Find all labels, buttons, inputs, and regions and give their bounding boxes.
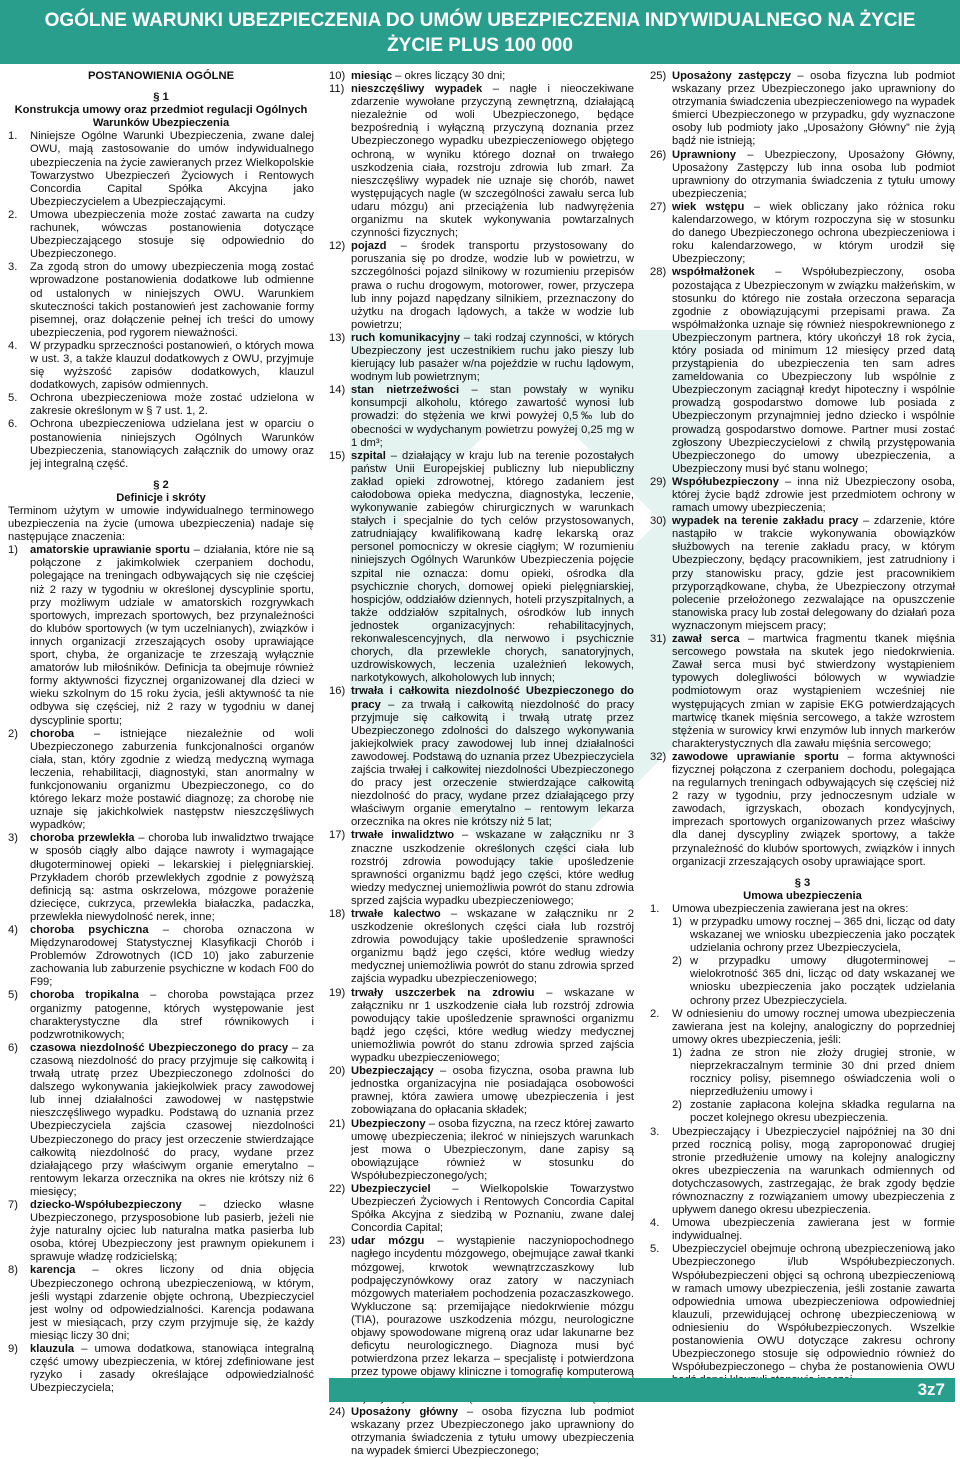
definition-item (329, 829, 634, 908)
definition-text (351, 384, 634, 449)
definition-body: – choroba lub inwalidztwo trwające w sposób ciągły albo dające nawroty i wymagające długoterminowej opieki – lekarskiej i pielęgniarskiej. Przykładem chorób przewlekłych zgodnie z powyższą definicją są: astma oskrzelowa, mózgowe porażenie dziecięce, cukrzyca, przewlekła białaczka, padaczka, przewlekła niewydolność nerek, inne; (30, 832, 314, 923)
definition-item (650, 149, 955, 201)
definition-body: – środek transportu przystosowany do poruszania się po drodze, wodzie lub w powietrzu, w szczególności pojazd silnikowy w rozumieniu przepisów prawa o ruchu drogowym, motorower, rower, przyczepa lub inny pojazd napędzany silnikiem, przeznaczony do użytku na drogach lądowych, a także w wodzie lub powietrzu; (351, 240, 634, 331)
definition-body: – Wielkopolskie Towarzystwo Ubezpieczeń Życiowych i Rentowych Concordia Capital Spółka Akcyjna z siedzibą w Poznaniu, zwane dalej Concordia Capital; (351, 1182, 634, 1235)
page-number: 3z7 (917, 1380, 945, 1399)
item-number: 1. (650, 902, 660, 915)
defined-term: Ubezpieczony (351, 1117, 426, 1130)
item-number: 8) (8, 1264, 18, 1277)
item-text: Umowa ubezpieczenia zawierana jest na okres: (672, 902, 909, 915)
defined-term: stan nietrzeźwości (351, 384, 460, 397)
item-text: Ochrona ubezpieczeniowa udzielana jest w oparciu o postanowienia niniejszych Ogólnych Warunków Ubezpieczenia, stanowiących załącznik do umowy oraz jej integralną część. (30, 418, 314, 470)
definition-item (8, 544, 314, 727)
item-text: Niniejsze Ogólne Warunki Ubezpieczenia, zwane dalej OWU, mają zastosowanie do umów indywidualnego ubezpieczenia na życie zawieranych przez Wielkopolskie Towarzystwo Ubezpieczeń Życiowych i Rentowych Concordia Capital Spółka Akcyjna jako Ubezpieczycielem a Ubezpieczającymi. (30, 130, 314, 208)
list-item (650, 1217, 955, 1243)
item-number: 5. (8, 392, 18, 405)
definition-item (329, 1118, 634, 1183)
definition-body: – za trwałą i całkowitą niezdolność do pracy przyjmuje się całkowitą i trwałą utratę przez Ubezpieczonego zdolności do dalszego wykonywania jakiejkolwiek pracy zawodowej lub innej działalności zawodowej. Podstawą do uznania przez Ubezpieczyciela zajścia trwałej i całkowitej niezdolności Ubezpieczonego do pracy jest orzeczenie stwierdzające całkowitą niezdolność do pracy, wydane przez działającego przy właściwym organie emerytalno – rentowym lekarza orzecznika na okres nie krótszy niż 5 lat; (351, 698, 634, 829)
item-number: 32) (650, 750, 667, 763)
definition-body: – zdarzenie, które nastąpiło w trakcie wykonywania obowiązków służbowych na terenie zakładu pracy, w którym Ubezpieczony, będący pracownikiem, jest zatrudniony i przy stanowisku pracy, gdzie jest pracownikiem przyporządkowane, chyba, że Ubezpieczony otrzymał polecenie przełożonego zezwalające na opuszczenie stanowiska pracy lub został delegowany do działań poza wyznaczonym miejscem pracy; (672, 515, 955, 632)
definition-text (30, 989, 314, 1041)
definition-text (672, 149, 955, 201)
definition-body: – osoba fizyczna lub podmiot wskazany przez Ubezpieczonego jako uprawniony do otrzymania świadczenia ubezpieczeniowego na wypadek śmierci Ubezpieczonego w przypadku, gdy wyznaczone osoby lub podmioty jako „Uposażony Główny” nie żyją bądź nie istnieją; (672, 70, 955, 148)
defined-term: udar mózgu (351, 1235, 425, 1248)
sub-item-number: 2) (672, 955, 682, 968)
item-text: Za zgodą stron do umowy ubezpieczenia mogą zostać wprowadzone postanowienia dodatkowe lub odmienne od ustalonych w niniejszych OWU. Warunkiem skuteczności takich postanowień jest zachowanie formy pisemnej, oraz dołączenie pełnej ich treści do umowy ubezpieczenia, pod rygorem nieważności. (30, 261, 314, 339)
definition-text (351, 450, 634, 686)
definition-item (329, 1065, 634, 1117)
document-title-line2: ŻYCIE PLUS 100 000 (387, 35, 573, 56)
definition-item (8, 1199, 314, 1264)
definition-body: – forma aktywności fizycznej połączona z czerpaniem dochodu, polegająca na regularnych treningach odbywających się częściej niż 2 razy w tygodniu, przy jednoczesnym udziale w zawodach, igrzyskach, obozach kondycyjnych, imprezach sportowych organizowanych przez właściwy dla danej dyscypliny związek sportowy, a także przynależność do klubów sportowych, związków i innych organizacji zrzeszających osoby uprawiające sport. (672, 750, 956, 868)
item-number: 12) (329, 240, 346, 253)
definition-item (650, 515, 955, 633)
defined-term: dziecko-Współubezpieczony (30, 1198, 182, 1211)
sub-item (650, 1099, 955, 1125)
item-number: 24) (329, 1405, 346, 1418)
definition-text (351, 829, 634, 908)
defined-term: Uprawniony (672, 148, 737, 161)
item-text: W odniesieniu do umowy rocznej umowa ubezpieczenia zawierana jest na kolejny, analogiczny do poprzedniej umowy okres ubezpieczenia, jeśli: (672, 1007, 955, 1046)
definition-text (30, 832, 314, 924)
definition-item (650, 70, 955, 149)
item-number: 25) (650, 70, 667, 82)
definition-text (672, 633, 955, 751)
paragraph-3-title: Umowa ubezpieczenia (743, 889, 862, 902)
item-number: 2. (8, 208, 18, 221)
definition-item (329, 384, 634, 449)
paragraph-2-label: § 2 (153, 478, 169, 491)
definition-item (8, 832, 314, 924)
sub-item (650, 916, 955, 955)
list-item (8, 392, 314, 418)
item-number: 22) (329, 1182, 346, 1195)
list-item (8, 418, 314, 470)
definition-body: – wiek obliczany jako różnica roku kalendarzowego, w którym rozpoczyna się w stosunku do danego Ubezpieczonego ochrona ubezpieczeniowa i roku kalendarzowego, w którym urodził się Ubezpieczony; (672, 200, 955, 266)
definition-item (329, 240, 634, 332)
item-number: 27) (650, 200, 667, 213)
definition-item (650, 751, 955, 869)
item-number: 26) (650, 148, 667, 161)
definition-item (329, 450, 634, 686)
item-text: Ubezpieczający i Ubezpieczyciel najpóźniej na 30 dni przed rocznicą polisy, mogą zaproponować drugiej stronie przedłużenie umowy na kolejny analogiczny okres ubezpieczenia na warunkach odmiennych od dotychczasowych, zastrzegając, że brak zgody będzie równoznaczny z rozwiązaniem umowy ubezpieczenia z upływem danego okresu ubezpieczenia. (672, 1125, 955, 1217)
item-number: 9) (8, 1343, 18, 1355)
definition-text (672, 476, 955, 515)
defined-term: Ubezpieczający (351, 1065, 434, 1078)
definition-body: – osoba fizyczna, osoba prawna lub jednostka organizacyjna nie posiadająca osobowości prawnej, która zawiera umowę ubezpieczenia i jest zobowiązana do opłacania składek; (351, 1065, 634, 1117)
definition-body: – Współubezpieczony, osoba pozostająca z Ubezpieczonym w związku małżeńskim, w stosunku do którego nie została orzeczona separacja zgodnie z obowiązującymi przepisami prawa. Za współmałżonka uznaje się również niespokrewnionego z Ubezpieczonym partnera, który ukończył 18 rok życia, który posiada od minimum 12 miesięcy przed datą przystąpienia do ubezpieczenia ten sam adres zameldowania co Ubezpieczony lub wspólnie z Ubezpieczonym zaciągnął kredyt hipoteczny i wspólnie prowadzą gospodarstwo domowe lub posiada z Ubezpieczonym przynajmniej jedno dziecko i wspólnie prowadzą gospodarstwo domowe. Partner musi zostać zgłoszony Ubezpieczycielowi z chwilą przystępowania Ubezpieczonego do umowy ubezpieczenia, a Ubezpieczony musi być stanu wolnego; (672, 266, 955, 475)
item-number: 15) (329, 449, 346, 462)
definition-body: – choroba oznaczona w Międzynarodowej Statystycznej Klasyfikacji Chorób i Problemów Zdrowotnych (ICD 10) jako zaburzenie zachowania lub zaburzenie psychiczne w kodach F00 do F99; (30, 924, 314, 989)
item-number: 31) (650, 633, 667, 646)
definition-text (351, 1118, 634, 1183)
definition-body: – wskazane w załączniku nr 3 znaczne uszkodzenie określonych części ciała lub rozstrój zdrowia powodujący takie upośledzenie sprawności organizmu bądź jego części, które według wiedzy medycznej uniemożliwia powrót do stanu zdrowia sprzed zajścia wypadku ubezpieczeniowego; (351, 829, 634, 907)
definition-body: – inna niż Ubezpieczony osoba, której życie bądź zdrowie jest przedmiotem ochrony w ramach umowy ubezpieczenia; (672, 475, 955, 515)
defined-term: trwałe kalectwo (351, 908, 441, 920)
item-number: 1) (8, 544, 18, 557)
definition-text (672, 201, 955, 266)
definition-text (351, 70, 634, 83)
paragraph-1-title: Konstrukcja umowy oraz przedmiot regulacji Ogólnych Warunków Ubezpieczenia (14, 104, 308, 130)
definition-text (672, 751, 955, 869)
definition-body: – działający w kraju lub na terenie pozostałych państw Unii Europejskiej publiczny lub niepubliczny zakład opieki zdrowotnej, którego zadaniem jest całodobowa opieka medyczna, diagnostyka, leczenie, wykonywanie zabiegów chirurgicznych w warunkach stałych i specjalnie do tych celów przystosowanych, zatrudniający kwalifikowaną kadrę lekarską oraz personel pomocniczy w okresie ciągłym; W rozumieniu niniejszych Ogólnych Warunków Ubezpieczenia pojęcie szpital nie oznacza: domu opieki, ośrodka dla psychicznie chorych, domowej opieki pielęgniarskiej, hospicjów, oddziałów dziennych, hoteli przyszpitalnych, a także oddziałów szpitalnych, ośrodków lub innych jednostek organizacyjnych: rehabilitacyjnych, rekonwalescencyjnych, dla nerwowo i psychicznie chorych, dla przewlekle chorych, sanatoryjnych, uzdrowiskowych, leczenia uzależnień lekowych, narkotykowych, alkoholowych lub innych; (351, 449, 634, 685)
item-number: 21) (329, 1117, 346, 1130)
definition-body: – Ubezpieczony, Uposażony Główny, Uposażony Zastępczy lub inna osoba lub podmiot uprawniony do otrzymania świadczenia z tytułu umowy ubezpieczenia; (672, 148, 955, 200)
item-number: 10) (329, 70, 346, 82)
definition-body: – działania, które nie są połączone z jakimkolwiek czerpaniem dochodu, polegające na treningach odbywających się nie częściej niż 2 razy w tygodniu w określonej dyscyplinie sportu, przy możliwym udziale w amatorskich rozgrywkach sportowych, imprezach sportowych, bez przynależności do klubów sportowych (w tym uczelnianych), związków i innych organizacji zrzeszających osoby uprawiające sport, chyba, że organizacje te zrzeszają wyłącznie amatorów lub miłośników. Definicja ta obejmuje również formy aktywności fizycznej organizowanej dla dzieci w wieku szkolnym do 15 roku życia, jeśli aktywność ta nie odbywa się częściej, niż 2 razy w tygodniu w danej dyscyplinie sportu; (30, 544, 314, 727)
definition-item (329, 1183, 634, 1235)
definition-item (8, 728, 314, 833)
definition-text (30, 924, 314, 989)
definition-body: – choroba powstająca przez organizmy patogenne, których występowanie jest charakterystyczne dla stref równikowych i podzwrotnikowych; (30, 989, 314, 1041)
sub-item-number: 1) (672, 916, 682, 928)
sub-item-number: 1) (672, 1046, 682, 1059)
sub-item-number: 2) (672, 1099, 682, 1112)
item-number: 7) (8, 1198, 18, 1211)
paragraph-3-label: § 3 (794, 876, 811, 889)
item-number: 28) (650, 266, 667, 279)
definition-item (8, 989, 314, 1041)
definition-text (672, 70, 955, 149)
sub-item (650, 1047, 955, 1099)
defined-term: karencja (30, 1264, 76, 1277)
paragraph-2-intro: Terminom użytym w umowie indywidualnego terminowego ubezpieczenia na życie (umowa ubezpieczenia) nadaje się następujące znaczenia: (8, 505, 314, 544)
item-number: 3. (650, 1125, 660, 1138)
definition-item (650, 633, 955, 751)
item-number: 19) (329, 986, 346, 999)
item-number: 4) (8, 924, 18, 936)
defined-term: pojazd (351, 240, 387, 253)
definition-text (30, 1264, 314, 1343)
definition-body: – martwica fragmentu tkanek mięśnia sercowego powstała na skutek jego niedokrwienia. Zawał serca musi być stwierdzony wystąpieniem typowych dolegliwości bólowych w wywiadzie podmiotowym oraz wystąpieniem wcześniej nie występujących zmian w zapisie EKG potwierdzających martwicę tkanek mięśnia sercowego, a także wzrostem stężenia w surowicy krwi enzymów lub innych markerów charakterystycznych dla zawału mięśnia sercowego; (672, 633, 956, 750)
definition-text (672, 515, 955, 633)
definition-body: – osoba fizyczna, na rzecz której zawarto umowę ubezpieczenia; ilekroć w niniejszych warunkach jest mowa o Ubezpieczonym, dane zapisy są obowiązujące również w stosunku do Współubezpieczonego/ych; (351, 1117, 634, 1182)
item-text: Ubezpieczyciel obejmuje ochroną ubezpieczeniową jako Ubezpieczonego i/lub Współubezpieczonych. Współubezpieczeni objęci są ochroną ubezpieczeniową w ramach umowy ubezpieczenia, jeśli zostanie zawarta odpowiednia umowa ubezpieczeniowa odpowiedniej klauzuli, przewidującej ochronę ubezpieczeniową w odniesieniu do Współubezpieczonych. Wszelkie postanowienia OWU dotyczące zakresu ochrony Ubezpieczonego stosuje się odpowiednio również do Współubezpieczonego – chyba że postanowienia OWU (672, 1243, 955, 1374)
sub-item-text: w przypadku umowy rocznej – 365 dni, licząc od daty wskazanej we wniosku ubezpieczenia jako początek udzielania ochrony przez Ubezpieczyciela, (690, 916, 955, 955)
document-header (0, 0, 960, 64)
defined-term: współmałżonek (672, 266, 755, 279)
item-number: 20) (329, 1065, 346, 1078)
defined-term: Uposażony główny (351, 1405, 459, 1418)
item-number: 6) (8, 1041, 18, 1054)
definition-item (8, 924, 314, 989)
definition-text (30, 1199, 314, 1264)
definition-item (8, 1264, 314, 1343)
document-title-line1: OGÓLNE WARUNKI UBEZPIECZENIA DO UMÓW UBEZPIECZENIA INDYWIDUALNEGO NA ŻYCIE (44, 10, 916, 31)
definition-body: – stan powstały w wyniku konsumpcji alkoholu, którego zawartość wynosi lub prowadzi: do stężenia we krwi powyżej 0,5‰ lub do obecności w wydychanym powietrzu powyżej 0,25 mg w 1 dm³; (351, 384, 634, 449)
item-number: 6. (8, 418, 18, 431)
sub-item-text: żadna ze stron nie złoży drugiej stronie, w nieprzekraczalnym terminie 30 dni przed dniem rocznicy polisy, pisemnego oświadczenia woli o nieprzedłużeniu umowy i (690, 1046, 955, 1099)
definition-body: – wskazane w załączniku nr 2 uszkodzenie określonych części ciała lub rozstrój zdrowia powodujący takie upośledzenie sprawności organizmu bądź jego części, które według wiedzy medycznej uniemożliwia powrót do stanu zdrowia sprzed zajścia wypadku ubezpieczeniowego; (351, 908, 634, 986)
item-number: 2. (650, 1007, 660, 1020)
definition-body: – istniejące niezależnie od woli Ubezpieczonego zaburzenia funkcjonalności organów ciała, stan, który zgodnie z wiedzą medyczną wymaga leczenia, rehabilitacji, diagnostyki, stan anormalny w funkcjonowaniu organizmu Ubezpieczonego, co do którego lekarz może postawić diagnozę; za chorobę nie uznaje się jakichkolwiek następstw nieszczęśliwych wypadków; (30, 727, 314, 832)
definition-item (329, 1406, 634, 1458)
item-number: 23) (329, 1235, 346, 1248)
definition-text (30, 728, 314, 833)
item-text: W przypadku sprzeczności postanowień, o których mowa w ust. 3, a także klauzul dodatkowych z OWU, przyjmuje się wyższość zapisów dodatkowych, klauzul dodatkowych, zapisów odmiennych. (30, 339, 314, 392)
item-number: 1. (8, 130, 18, 143)
defined-term: szpital (351, 449, 386, 462)
footer-bar (329, 1378, 955, 1402)
definition-text (351, 332, 634, 384)
item-text: Umowa ubezpieczenia zawierana jest w formie indywidualnej. (672, 1217, 955, 1243)
definition-item (650, 476, 955, 515)
definition-item (650, 266, 955, 476)
definition-item (8, 1343, 314, 1395)
defined-term: miesiąc (351, 70, 393, 82)
sub-item-text: zostanie zapłacona kolejna składka regularna na poczet kolejnego okresu ubezpieczenia. (690, 1099, 955, 1125)
list-item (650, 903, 955, 916)
definition-text (351, 1065, 634, 1117)
definition-item (329, 70, 634, 83)
item-number: 5) (8, 989, 18, 1002)
definition-item (8, 1042, 314, 1199)
item-number: 3) (8, 832, 18, 845)
definition-body: – wystąpienie naczyniopochodnego nagłego incydentu mózgowego, obejmujące zawał tkanki mózgowej, krwotok wewnątrzczaszkowy lub podpajęczynówkowy oraz zatory w naczyniach mózgowych materiałem pochodzenia pozaczaszkowego. Wykluczone są: przemijające niedokrwienie mózgu (TIA), pourazowe uszkodzenia mózgu, neurologiczne objawy spowodowane migreną oraz udar lakunarne bez deficytu neurologicznego. Diagnoza musi być potwierdzona przez lekarza – specjalistę i potwierdzona przez typowe objawy kliniczne i tomografię komputerową (351, 1235, 634, 1379)
defined-term: wiek wstępu (672, 200, 745, 213)
paragraph-1-label: § 1 (153, 91, 169, 104)
definition-item (650, 201, 955, 266)
definition-body: – nagłe i nieoczekiwane zdarzenie wywołane przyczyną zewnętrzną, działającą niezależnie od woli Ubezpieczonego, będące bezpośrednią i wyłączną przyczyną doznania przez Ubezpieczonego wypadku ubezpieczeniowego objętego ochroną, w wyniku którego doznał on trwałego uszkodzenia ciała, rozstroju zdrowia lub zmarł. Za nieszczęśliwy wypadek nie uznaje się chorób, nawet występujących nagle (w szczególności zawału serca lub udaru mózgu) ani przeciążenia lub nadwyrężenia organizmu na skutek wykonywania powtarzalnych czynności fizycznych; (351, 83, 634, 240)
defined-term: trwała i całkowita niezdolność Ubezpieczonego do pracy (351, 685, 634, 711)
item-number: 5. (650, 1243, 660, 1256)
paragraph-2-title: Definicje i skróty (116, 491, 206, 504)
column-1 (8, 70, 314, 1395)
item-number: 30) (650, 515, 667, 528)
item-number: 4. (8, 339, 18, 352)
paragraph-1-list (8, 130, 314, 470)
definition-item (329, 332, 634, 384)
definition-text (351, 1183, 634, 1235)
definition-text (30, 1042, 314, 1199)
definition-text (351, 908, 634, 987)
paragraph-3-list (650, 903, 955, 1387)
definition-body: – dziecko własne Ubezpieczonego, przysposobione lub pasierb, jeżeli nie żyje naturalny ojciec lub naturalna matka pasierba lub osoba, której Ubezpieczony jest prawnym opiekunem i sprawuje władzę rodzicielską; (30, 1198, 314, 1264)
defined-term: choroba (30, 727, 75, 740)
item-number: 14) (329, 384, 346, 397)
definition-body: – okres liczony od dnia objęcia Ubezpieczonego ochroną ubezpieczeniową, w którym, jeśli wystąpi zdarzenie objęte ochroną, Ubezpieczyciel jest wolny od odpowiedzialności. Karencja podawana jest w miesiącach, przy czym przyjmuje się, że każdy miesiąc liczy 30 dni; (30, 1264, 314, 1342)
defined-term: czasowa niezdolność Ubezpieczonego do pracy (30, 1041, 289, 1054)
defined-term: ruch komunikacyjny (351, 331, 460, 344)
list-item (650, 1126, 955, 1218)
sub-item-text: w przypadku umowy długoterminowej – wielokrotność 365 dni, licząc od daty wskazanej we wniosku ubezpieczenia jako początek udzielania ochrony przez Ubezpieczyciela. (690, 955, 955, 1007)
list-item (650, 1243, 955, 1387)
item-number: 3. (8, 261, 18, 274)
definition-body: – wskazane w załączniku nr 1 uszkodzenie ciała lub rozstrój zdrowia powodujący takie upośledzenie sprawności organizmu bądź jego części, które według wiedzy medycznej uniemożliwia powrót do stanu zdrowia sprzed zajścia wypadku ubezpieczeniowego; (351, 986, 635, 1065)
item-number: 13) (329, 331, 346, 344)
list-item (8, 261, 314, 340)
definition-body: – okres liczący 30 dni; (392, 70, 506, 82)
column-2 (329, 70, 634, 1458)
defined-term: Ubezpieczyciel (351, 1182, 431, 1195)
column-3 (650, 70, 955, 1387)
definition-text (351, 987, 634, 1066)
defined-term: zawał serca (672, 633, 740, 646)
item-number: 16) (329, 685, 346, 698)
definitions-list (8, 544, 314, 1395)
definition-text (351, 83, 634, 240)
defined-term: choroba tropikalna (30, 989, 139, 1002)
defined-term: Współubezpieczony (672, 475, 779, 488)
item-number: 29) (650, 475, 667, 488)
defined-term: Uposażony zastępczy (672, 70, 791, 82)
defined-term: choroba przewlekła (30, 832, 135, 845)
defined-term: trwały uszczerbek na zdrowiu (351, 986, 535, 999)
definition-item (329, 908, 634, 987)
item-number: 18) (329, 908, 346, 920)
definition-text (30, 1343, 314, 1395)
item-number: 17) (329, 829, 346, 842)
section-title: POSTANOWIENIA OGÓLNE (87, 70, 235, 82)
item-number: 2) (8, 727, 18, 740)
sub-item (650, 955, 955, 1007)
list-item (650, 1008, 955, 1047)
definition-text (351, 685, 634, 829)
item-number: 11) (329, 83, 345, 96)
item-number: 4. (650, 1217, 660, 1230)
defined-term: wypadek na terenie zakładu pracy (672, 515, 859, 528)
definition-text (672, 266, 955, 476)
definition-text (351, 1406, 634, 1458)
definition-body: – taki rodzaj czynności, w których Ubezpieczony jest uczestnikiem ruchu jako pieszy lub kierujący lub pasażer w/na pojeździe w ruchu lądowym, wodnym lub powietrznym; (351, 331, 634, 384)
definition-item (329, 987, 634, 1066)
list-item (8, 209, 314, 261)
definitions-list (650, 70, 955, 869)
defined-term: trwałe inwalidztwo (351, 829, 455, 842)
definition-text (30, 544, 314, 727)
defined-term: choroba psychiczna (30, 924, 149, 936)
definition-item (329, 83, 634, 240)
defined-term: nieszczęśliwy wypadek (351, 83, 483, 96)
definition-body: – za czasową niezdolność do pracy przyjmuje się całkowitą i trwałą utratę przez Ubezpieczonego zdolności do dalszego wykonywania jakiejkolwiek pracy zawodowej lub innej działalności zawodowej w następstwie nieszczęśliwego wypadku. Podstawą do uznania przez Ubezpieczyciela zajścia czasowej niezdolności Ubezpieczonego do pracy jest orzeczenie stwierdzające całkowitą niezdolność do pracy, wydane przez działającego przy właściwym organie emerytalno – rentowym lekarza orzecznika na okres nie krótszy niż 6 miesięcy; (30, 1041, 314, 1198)
item-text: Ochrona ubezpieczeniowa może zostać udzielona w zakresie określonym w § 7 ust. 1, 2. (30, 392, 314, 418)
list-item (8, 130, 314, 209)
definitions-list (329, 70, 634, 1458)
definition-body: – osoba fizyczna lub podmiot wskazany przez Ubezpieczonego jako uprawniony do otrzymania świadczenia z tytułu umowy ubezpieczenia na wypadek śmierci Ubezpieczonego; (351, 1405, 634, 1457)
item-text: Umowa ubezpieczenia może zostać zawarta na cudzy rachunek, wówczas postanowienia dotyczące Ubezpieczającego stosuje się odpowiednio do Ubezpieczonego. (30, 208, 314, 261)
defined-term: amatorskie uprawianie sportu (30, 544, 190, 557)
definition-text (351, 240, 634, 332)
defined-term: zawodowe uprawianie sportu (672, 750, 839, 763)
defined-term: klauzula (30, 1343, 75, 1355)
definition-item (329, 685, 634, 829)
definition-body: – umowa dodatkowa, stanowiąca integralną część umowy ubezpieczenia, w której zdefiniowane jest ryzyko i zasady określające odpowiedzialność Ubezpieczyciela; (30, 1343, 314, 1395)
list-item (8, 340, 314, 392)
